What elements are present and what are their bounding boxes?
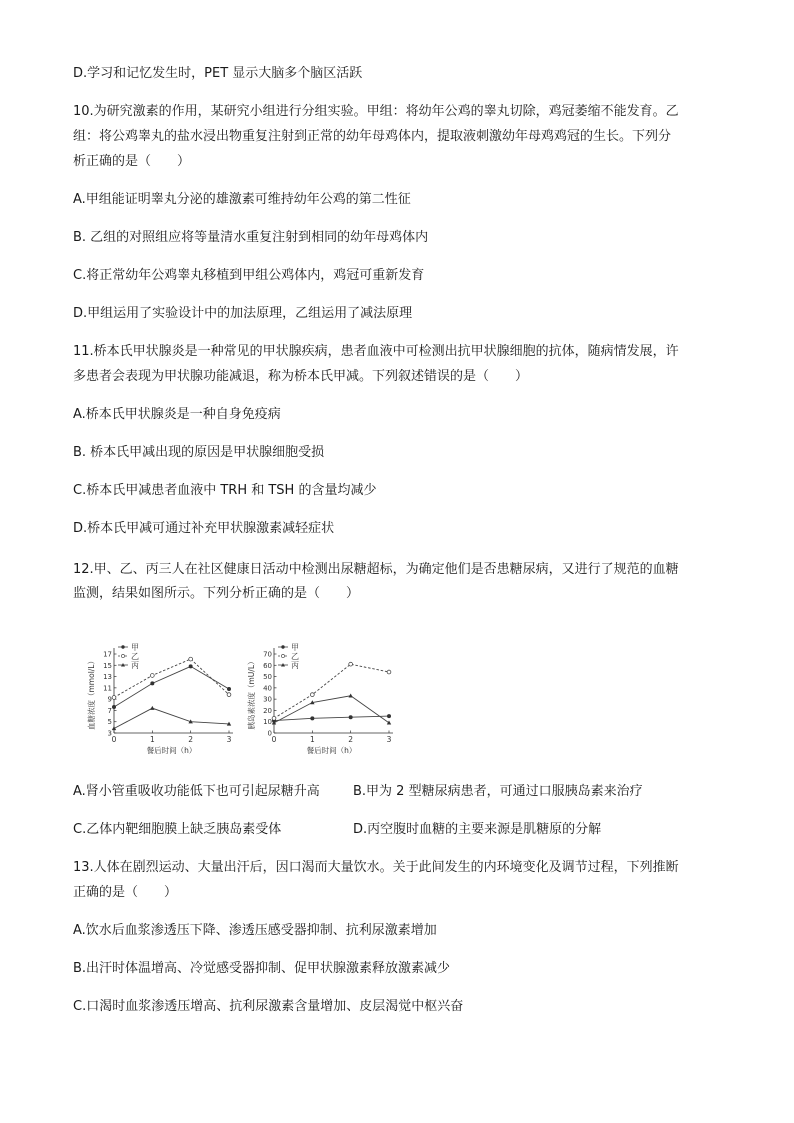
chart1-series-0-point — [112, 705, 116, 709]
chart2-legend-1-label: 乙 — [291, 652, 299, 661]
chart2-legend-0-marker — [281, 645, 284, 648]
chart1-legend-1-marker — [121, 654, 124, 657]
chart2-series-1-point — [349, 662, 353, 666]
chart2-series-2-point — [387, 721, 391, 725]
q12-option-a: A.肾小管重吸收功能低下也可引起尿糖升高 — [73, 784, 320, 799]
chart1-ytick-label: 17 — [103, 650, 112, 659]
chart2-ytick-label: 70 — [263, 650, 272, 659]
chart2-series-1-point — [310, 693, 314, 697]
chart2-series-1-point — [387, 670, 391, 674]
q12-stem-line-1: 12.甲、乙、丙三人在社区健康日活动中检测出尿糖超标，为确定他们是否患糖尿病，又进行了规范的血糖 — [73, 562, 679, 577]
chart1-xtick-label: 2 — [188, 735, 194, 744]
q12-option-b: B.甲为 2 型糖尿病患者，可通过口服胰岛素来治疗 — [353, 784, 643, 799]
q10-option-b: B. 乙组的对照组应将等量清水重复注射到相同的幼年母鸡体内 — [73, 230, 429, 245]
chart2-series-0-line — [274, 716, 389, 721]
q10-option-d: D.甲组运用了实验设计中的加法原理，乙组运用了减法原理 — [73, 306, 413, 321]
chart1-ytick-label: 3 — [107, 729, 112, 738]
insulin-chart — [246, 640, 406, 758]
chart2-series-2-line — [274, 696, 389, 723]
chart1-series-1-point — [227, 693, 231, 697]
chart1-xlabel: 餐后时间（h） — [146, 746, 197, 755]
chart1-ytick-label: 5 — [107, 718, 112, 727]
chart1-legend-1-label: 乙 — [131, 652, 139, 661]
chart2-series-0-point — [349, 715, 353, 719]
chart1-ytick-label: 15 — [103, 661, 112, 670]
q10-option-a: A.甲组能证明睾丸分泌的雄激素可维持幼年公鸡的第二性征 — [73, 192, 411, 207]
chart2-series-0-point — [310, 716, 314, 720]
q11-stem-line-2: 多患者会表现为甲状腺功能减退，称为桥本氏甲减。下列叙述错误的是（ ） — [73, 369, 529, 384]
chart1-legend-0-marker — [121, 645, 124, 648]
q11-option-d: D.桥本氏甲减可通过补充甲状腺激素减轻症状 — [73, 521, 335, 536]
chart1-series-0-line — [114, 666, 229, 707]
q10-stem-line-2: 组：将公鸡睾丸的盐水浸出物重复注射到正常的幼年母鸡体内，提取液刺激幼年母鸡鸡冠的生长。下列分 — [73, 129, 672, 144]
chart1-ytick-label: 13 — [103, 673, 112, 682]
chart2-xtick-label: 3 — [386, 735, 392, 744]
chart1-series-1-point — [150, 674, 154, 678]
q11-option-c: C.桥本氏甲减患者血液中 TRH 和 TSH 的含量均减少 — [73, 483, 377, 498]
chart2-ytick-label: 20 — [263, 706, 272, 715]
chart2-series-0-point — [387, 714, 391, 718]
chart2-xtick-label: 2 — [348, 735, 354, 744]
chart1-series-1-point — [112, 696, 116, 700]
chart2-ytick-label: 10 — [263, 718, 272, 727]
chart2-ytick-label: 60 — [263, 661, 272, 670]
q10-stem-line-1: 10.为研究激素的作用，某研究小组进行分组实验。甲组：将幼年公鸡的睾丸切除，鸡冠萎缩不能发育。乙 — [73, 104, 679, 119]
chart1-ytick-label: 9 — [107, 695, 112, 704]
chart2-xtick-label: 0 — [271, 735, 277, 744]
chart2-series-2-point — [348, 693, 352, 697]
chart1-ytick-label: 11 — [103, 684, 112, 693]
chart1-series-0-point — [189, 664, 193, 668]
q11-option-a: A.桥本氏甲状腺炎是一种自身免疫病 — [73, 407, 281, 422]
q12-option-d: D.丙空腹时血糖的主要来源是肌糖原的分解 — [353, 822, 602, 837]
q9-option-d: D.学习和记忆发生时，PET 显示大脑多个脑区活跃 — [73, 66, 363, 81]
q13-option-b: B.出汗时体温增高、冷觉感受器抑制、促甲状腺激素释放激素减少 — [73, 961, 451, 976]
q13-option-c: C.口渴时血浆渗透压增高、抗利尿激素含量增加、皮层渴觉中枢兴奋 — [73, 999, 464, 1014]
chart2-ytick-label: 0 — [267, 729, 272, 738]
q10-option-c: C.将正常幼年公鸡睾丸移植到甲组公鸡体内，鸡冠可重新发育 — [73, 268, 425, 283]
q13-stem-line-2: 正确的是（ ） — [73, 885, 178, 900]
q11-stem-line-1: 11.桥本氏甲状腺炎是一种常见的甲状腺疾病，患者血液中可检测出抗甲状腺细胞的抗体，随病情发展，许 — [73, 344, 679, 359]
chart1-series-2-point — [112, 726, 116, 730]
q12-option-c: C.乙体内靶细胞膜上缺乏胰岛素受体 — [73, 822, 282, 837]
chart1-legend-2-label: 丙 — [131, 661, 139, 670]
chart1-xtick-label: 3 — [226, 735, 232, 744]
chart1-series-2-line — [114, 708, 229, 728]
chart2-ytick-label: 40 — [263, 684, 272, 693]
chart1-series-0-point — [150, 681, 154, 685]
chart2-ylabel: 胰岛素浓度（mU/L） — [247, 657, 256, 730]
chart2-xlabel: 餐后时间（h） — [306, 746, 357, 755]
chart2-ytick-label: 50 — [263, 673, 272, 682]
chart1-legend-0-label: 甲 — [131, 643, 139, 652]
chart2-legend-1-marker — [281, 654, 284, 657]
chart2-series-1-point — [272, 716, 276, 720]
q13-stem-line-1: 13.人体在剧烈运动、大量出汗后，因口渴而大量饮水。关于此间发生的内环境变化及调节过程，下列推断 — [73, 860, 679, 875]
chart1-xtick-label: 1 — [149, 735, 155, 744]
q12-options-row-2 — [73, 820, 754, 840]
q10-stem-line-3: 析正确的是（ ） — [73, 154, 191, 169]
chart2-legend-2-label: 丙 — [291, 661, 299, 670]
q11-option-b: B. 桥本氏甲减出现的原因是甲状腺细胞受损 — [73, 445, 325, 460]
chart2-xtick-label: 1 — [309, 735, 315, 744]
chart1-series-0-point — [227, 687, 231, 691]
chart1-ylabel: 血糖浓度（mmol/L） — [87, 657, 96, 730]
q13-option-a: A.饮水后血浆渗透压下降、渗透压感受器抑制、抗利尿激素增加 — [73, 923, 437, 938]
chart1-ytick-label: 7 — [107, 706, 112, 715]
q12-options-row-1 — [73, 782, 754, 802]
q12-stem-line-2: 监测，结果如图所示。下列分析正确的是（ ） — [73, 586, 360, 601]
chart1-series-2-point — [150, 706, 154, 710]
chart1-series-1-point — [189, 657, 193, 661]
chart1-xtick-label: 0 — [111, 735, 117, 744]
chart2-legend-0-label: 甲 — [291, 643, 299, 652]
chart2-ytick-label: 30 — [263, 695, 272, 704]
blood-glucose-chart — [86, 640, 246, 758]
